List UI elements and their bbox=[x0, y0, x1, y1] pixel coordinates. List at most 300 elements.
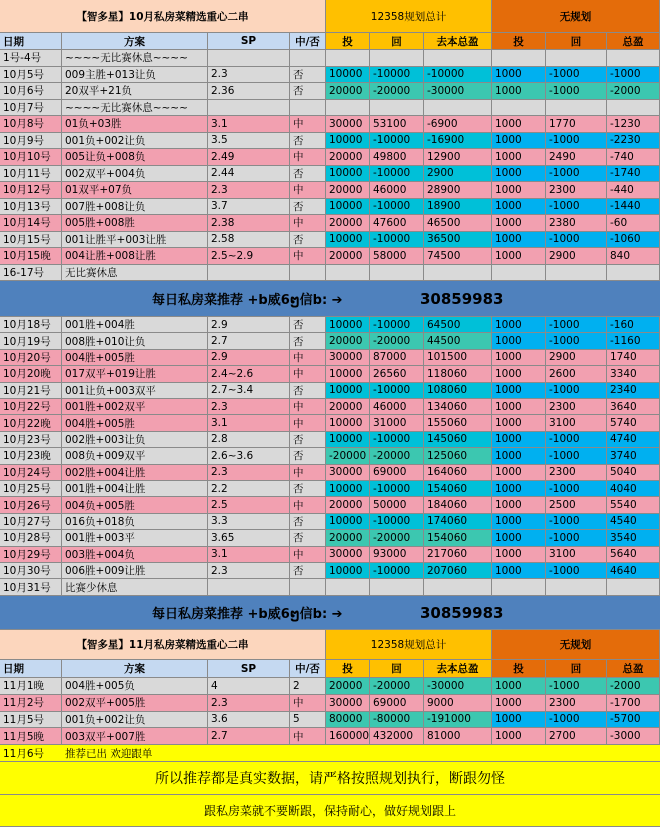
cell-t: 30000 bbox=[326, 547, 370, 563]
cell-nh: 2900 bbox=[546, 350, 607, 366]
cell-h: 69000 bbox=[370, 465, 424, 481]
cell-plan: 002双平+005胜 bbox=[62, 695, 208, 712]
cell-sp bbox=[208, 579, 290, 595]
cell-nc: 840 bbox=[607, 248, 660, 265]
cell-cum: 2900 bbox=[424, 166, 492, 183]
cell-sp: 2.3 bbox=[208, 182, 290, 199]
cell-plan: 比赛少休息 bbox=[62, 579, 208, 595]
cell-nh bbox=[546, 579, 607, 595]
cell-t: 10000 bbox=[326, 366, 370, 382]
cell-t: 20000 bbox=[326, 248, 370, 265]
cell-h: 49800 bbox=[370, 149, 424, 166]
cell-nh: 2300 bbox=[546, 465, 607, 481]
cell-nh: -1000 bbox=[546, 563, 607, 579]
cell-result: 否 bbox=[290, 563, 326, 579]
cell-plan: 016负+018负 bbox=[62, 514, 208, 530]
cell-nt: 1000 bbox=[492, 383, 546, 399]
cell-result bbox=[290, 579, 326, 595]
cell-cum: 74500 bbox=[424, 248, 492, 265]
cell-date: 10月15晚 bbox=[0, 248, 62, 265]
cell-nc: 3540 bbox=[607, 530, 660, 546]
cell-result: 中 bbox=[290, 497, 326, 513]
cell-cum: 184060 bbox=[424, 497, 492, 513]
promo-number: 30859983 bbox=[420, 603, 504, 622]
cell-sp: 2.9 bbox=[208, 317, 290, 333]
cell-result bbox=[290, 100, 326, 117]
cell-h: -10000 bbox=[370, 199, 424, 216]
nov-note-row bbox=[0, 745, 660, 762]
cell-result bbox=[290, 265, 326, 282]
cell-result: 否 bbox=[290, 448, 326, 464]
cell-nc: 4640 bbox=[607, 563, 660, 579]
cell-nt: 1000 bbox=[492, 497, 546, 513]
cell-date: 10月5号 bbox=[0, 67, 62, 84]
cell-nc: -60 bbox=[607, 215, 660, 232]
cell-cum: -191000 bbox=[424, 712, 492, 729]
cell-date: 10月12号 bbox=[0, 182, 62, 199]
col-tou: 投 bbox=[326, 33, 370, 50]
cell-date: 10月31号 bbox=[0, 579, 62, 595]
cell-cum: -30000 bbox=[424, 678, 492, 695]
cell-plan: 002胜+004让胜 bbox=[62, 465, 208, 481]
cell-sp: 3.1 bbox=[208, 547, 290, 563]
cell-date: 10月29号 bbox=[0, 547, 62, 563]
table-row bbox=[0, 232, 660, 249]
cell-result: 中 bbox=[290, 215, 326, 232]
cell-plan: 007胜+008让负 bbox=[62, 199, 208, 216]
cell-nh: 2380 bbox=[546, 215, 607, 232]
cell-cum: 145060 bbox=[424, 432, 492, 448]
cell-sp: 3.6 bbox=[208, 712, 290, 729]
cell-nc: -740 bbox=[607, 149, 660, 166]
cell-cum: 44500 bbox=[424, 333, 492, 349]
oct-title-row bbox=[0, 0, 660, 33]
cell-h bbox=[370, 50, 424, 67]
cell-sp: 3.7 bbox=[208, 199, 290, 216]
table-row bbox=[0, 133, 660, 150]
cell-t: 10000 bbox=[326, 232, 370, 249]
cell-nh bbox=[546, 50, 607, 67]
col-result: 中/否 bbox=[290, 33, 326, 50]
cell-nt: 1000 bbox=[492, 728, 546, 745]
cell-result: 否 bbox=[290, 481, 326, 497]
cell-date: 10月6号 bbox=[0, 83, 62, 100]
cell-nh: 3100 bbox=[546, 547, 607, 563]
cell-cum bbox=[424, 265, 492, 282]
cell-date: 11月2号 bbox=[0, 695, 62, 712]
cell-nc: -1060 bbox=[607, 232, 660, 249]
cell-nh: -1000 bbox=[546, 383, 607, 399]
cell-date: 10月8号 bbox=[0, 116, 62, 133]
cell-cum: -30000 bbox=[424, 83, 492, 100]
cell-result: 否 bbox=[290, 530, 326, 546]
cell-cum: 64500 bbox=[424, 317, 492, 333]
promo-banner-1 bbox=[0, 281, 660, 317]
table-row bbox=[0, 465, 660, 481]
cell-sp: 3.3 bbox=[208, 514, 290, 530]
cell-nc: 1740 bbox=[607, 350, 660, 366]
cell-result: 否 bbox=[290, 383, 326, 399]
cell-date: 10月30号 bbox=[0, 563, 62, 579]
note-date: 11月6号 bbox=[0, 745, 62, 762]
cell-nt: 1000 bbox=[492, 133, 546, 150]
cell-nt: 1000 bbox=[492, 563, 546, 579]
cell-date: 10月9号 bbox=[0, 133, 62, 150]
nov-total-header: 12358规划总计 bbox=[326, 630, 492, 660]
cell-t: 10000 bbox=[326, 514, 370, 530]
cell-plan: 001胜+002双平 bbox=[62, 399, 208, 415]
table-row bbox=[0, 399, 660, 415]
cell-result: 否 bbox=[290, 67, 326, 84]
cell-date: 10月25号 bbox=[0, 481, 62, 497]
table-row bbox=[0, 415, 660, 431]
table-row bbox=[0, 728, 660, 745]
cell-t: 10000 bbox=[326, 166, 370, 183]
cell-result: 中 bbox=[290, 465, 326, 481]
cell-nc bbox=[607, 579, 660, 595]
cell-sp: 2.49 bbox=[208, 149, 290, 166]
cell-date: 10月14号 bbox=[0, 215, 62, 232]
cell-result: 否 bbox=[290, 514, 326, 530]
col-date: 日期 bbox=[0, 660, 62, 678]
table-row bbox=[0, 50, 660, 67]
col-n-hui: 回 bbox=[546, 660, 607, 678]
cell-nh: -1000 bbox=[546, 83, 607, 100]
cell-plan: 01负+03胜 bbox=[62, 116, 208, 133]
cell-h bbox=[370, 265, 424, 282]
cell-plan: 005让负+008负 bbox=[62, 149, 208, 166]
cell-h: -10000 bbox=[370, 67, 424, 84]
cell-cum: 154060 bbox=[424, 481, 492, 497]
cell-sp: 2.3 bbox=[208, 563, 290, 579]
cell-t: 80000 bbox=[326, 712, 370, 729]
cell-nt bbox=[492, 50, 546, 67]
cell-result: 中 bbox=[290, 728, 326, 745]
cell-sp bbox=[208, 50, 290, 67]
cell-result: 中 bbox=[290, 547, 326, 563]
cell-t: 20000 bbox=[326, 215, 370, 232]
promo-number: 30859983 bbox=[420, 289, 504, 308]
cell-date: 10月7号 bbox=[0, 100, 62, 117]
table-row bbox=[0, 199, 660, 216]
cell-nc: 2340 bbox=[607, 383, 660, 399]
col-n-tou: 投 bbox=[492, 33, 546, 50]
cell-plan: 004胜+005胜 bbox=[62, 350, 208, 366]
col-hui: 回 bbox=[370, 660, 424, 678]
col-sp: SP bbox=[208, 33, 290, 50]
table-row bbox=[0, 149, 660, 166]
cell-cum: 9000 bbox=[424, 695, 492, 712]
cell-nc: 4040 bbox=[607, 481, 660, 497]
cell-date: 10月22号 bbox=[0, 399, 62, 415]
table-row bbox=[0, 100, 660, 117]
cell-date: 11月5晚 bbox=[0, 728, 62, 745]
cell-plan: 008胜+010让负 bbox=[62, 333, 208, 349]
cell-t: 20000 bbox=[326, 497, 370, 513]
cell-t: 10000 bbox=[326, 317, 370, 333]
table-row bbox=[0, 333, 660, 349]
cell-nc: 3740 bbox=[607, 448, 660, 464]
cell-nt bbox=[492, 100, 546, 117]
cell-h: -20000 bbox=[370, 333, 424, 349]
cell-t: 30000 bbox=[326, 695, 370, 712]
cell-date: 10月10号 bbox=[0, 149, 62, 166]
cell-nh: -1000 bbox=[546, 514, 607, 530]
cell-nt: 1000 bbox=[492, 350, 546, 366]
nov-title: 【智多星】11月私房菜精选重心二串 bbox=[0, 630, 326, 660]
cell-h: 46000 bbox=[370, 399, 424, 415]
cell-date: 10月23号 bbox=[0, 432, 62, 448]
col-plan: 方案 bbox=[62, 33, 208, 50]
cell-h: 46000 bbox=[370, 182, 424, 199]
table-row bbox=[0, 497, 660, 513]
cell-nh: -1000 bbox=[546, 232, 607, 249]
cell-sp: 3.5 bbox=[208, 133, 290, 150]
cell-nh: -1000 bbox=[546, 166, 607, 183]
table-row bbox=[0, 366, 660, 382]
cell-cum: -6900 bbox=[424, 116, 492, 133]
cell-cum: 118060 bbox=[424, 366, 492, 382]
cell-h: -10000 bbox=[370, 166, 424, 183]
cell-nc bbox=[607, 100, 660, 117]
cell-plan: 006胜+009让胜 bbox=[62, 563, 208, 579]
cell-plan: 003双平+007胜 bbox=[62, 728, 208, 745]
cell-nc: -160 bbox=[607, 317, 660, 333]
col-tou: 投 bbox=[326, 660, 370, 678]
cell-cum: 28900 bbox=[424, 182, 492, 199]
cell-plan: 009主胜+013让负 bbox=[62, 67, 208, 84]
cell-nt: 1000 bbox=[492, 215, 546, 232]
cell-plan: 002双平+004负 bbox=[62, 166, 208, 183]
cell-t: 20000 bbox=[326, 182, 370, 199]
cell-nt: 1000 bbox=[492, 530, 546, 546]
cell-result: 5 bbox=[290, 712, 326, 729]
cell-date: 10月20晚 bbox=[0, 366, 62, 382]
cell-result bbox=[290, 50, 326, 67]
cell-cum: 46500 bbox=[424, 215, 492, 232]
cell-result: 否 bbox=[290, 432, 326, 448]
cell-sp bbox=[208, 100, 290, 117]
cell-result: 2 bbox=[290, 678, 326, 695]
col-result: 中/否 bbox=[290, 660, 326, 678]
cell-nc: 3340 bbox=[607, 366, 660, 382]
cell-t: 10000 bbox=[326, 481, 370, 497]
cell-h: -20000 bbox=[370, 678, 424, 695]
cell-nt: 1000 bbox=[492, 83, 546, 100]
cell-cum: 134060 bbox=[424, 399, 492, 415]
cell-nh: 2490 bbox=[546, 149, 607, 166]
cell-sp: 2.2 bbox=[208, 481, 290, 497]
cell-result: 中 bbox=[290, 366, 326, 382]
nov-title-row bbox=[0, 630, 660, 660]
cell-nc: -440 bbox=[607, 182, 660, 199]
cell-plan: 004负+005胜 bbox=[62, 497, 208, 513]
col-cum: 去本总盈 bbox=[424, 33, 492, 50]
col-date: 日期 bbox=[0, 33, 62, 50]
cell-cum: 125060 bbox=[424, 448, 492, 464]
cell-nc bbox=[607, 265, 660, 282]
cell-t bbox=[326, 50, 370, 67]
cell-nc: 5740 bbox=[607, 415, 660, 431]
cell-nh: 3100 bbox=[546, 415, 607, 431]
cell-nc: 3640 bbox=[607, 399, 660, 415]
cell-cum: 108060 bbox=[424, 383, 492, 399]
cell-t: 30000 bbox=[326, 350, 370, 366]
col-sp: SP bbox=[208, 660, 290, 678]
cell-cum bbox=[424, 50, 492, 67]
cell-date: 1号-4号 bbox=[0, 50, 62, 67]
cell-sp: 3.65 bbox=[208, 530, 290, 546]
cell-nt: 1000 bbox=[492, 248, 546, 265]
cell-h: -20000 bbox=[370, 448, 424, 464]
cell-h: 31000 bbox=[370, 415, 424, 431]
cell-plan: 001负+002让负 bbox=[62, 712, 208, 729]
cell-nt: 1000 bbox=[492, 166, 546, 183]
cell-sp: 3.1 bbox=[208, 415, 290, 431]
table-row bbox=[0, 317, 660, 333]
cell-date: 11月5号 bbox=[0, 712, 62, 729]
cell-nh: 2700 bbox=[546, 728, 607, 745]
cell-h: 53100 bbox=[370, 116, 424, 133]
cell-cum: -10000 bbox=[424, 67, 492, 84]
cell-nc: -3000 bbox=[607, 728, 660, 745]
cell-sp: 3.1 bbox=[208, 116, 290, 133]
cell-nh: 2300 bbox=[546, 182, 607, 199]
cell-result: 否 bbox=[290, 232, 326, 249]
cell-nh: 2500 bbox=[546, 497, 607, 513]
table-row bbox=[0, 579, 660, 595]
table-row bbox=[0, 695, 660, 712]
cell-nt: 1000 bbox=[492, 712, 546, 729]
col-hui: 回 bbox=[370, 33, 424, 50]
cell-sp: 2.3 bbox=[208, 465, 290, 481]
cell-result: 中 bbox=[290, 415, 326, 431]
table-row bbox=[0, 481, 660, 497]
cell-t: 160000 bbox=[326, 728, 370, 745]
cell-sp: 2.7~3.4 bbox=[208, 383, 290, 399]
cell-cum: 164060 bbox=[424, 465, 492, 481]
cell-plan: 01双平+07负 bbox=[62, 182, 208, 199]
cell-nt: 1000 bbox=[492, 366, 546, 382]
cell-t: 30000 bbox=[326, 116, 370, 133]
cell-nh: -1000 bbox=[546, 448, 607, 464]
table-row bbox=[0, 265, 660, 282]
cell-nt: 1000 bbox=[492, 232, 546, 249]
cell-nh: 2900 bbox=[546, 248, 607, 265]
cell-date: 10月23晚 bbox=[0, 448, 62, 464]
oct-total-header: 12358规划总计 bbox=[326, 0, 492, 33]
cell-plan: 004胜+005胜 bbox=[62, 415, 208, 431]
oct-column-header bbox=[0, 33, 660, 50]
cell-date: 10月22晚 bbox=[0, 415, 62, 431]
cell-t bbox=[326, 100, 370, 117]
cell-h: -20000 bbox=[370, 83, 424, 100]
cell-h bbox=[370, 579, 424, 595]
cell-sp: 2.3 bbox=[208, 399, 290, 415]
cell-cum: 101500 bbox=[424, 350, 492, 366]
cell-t: 10000 bbox=[326, 563, 370, 579]
cell-plan: 008负+009双平 bbox=[62, 448, 208, 464]
table-row bbox=[0, 547, 660, 563]
col-n-cum: 总盈 bbox=[607, 660, 660, 678]
col-cum: 去本总盈 bbox=[424, 660, 492, 678]
cell-nh: 2300 bbox=[546, 399, 607, 415]
cell-cum: 217060 bbox=[424, 547, 492, 563]
cell-sp: 2.5~2.9 bbox=[208, 248, 290, 265]
cell-sp: 2.3 bbox=[208, 67, 290, 84]
cell-t: 30000 bbox=[326, 465, 370, 481]
cell-nh: -1000 bbox=[546, 530, 607, 546]
table-row bbox=[0, 248, 660, 265]
col-n-tou: 投 bbox=[492, 660, 546, 678]
cell-plan: 005胜+008胜 bbox=[62, 215, 208, 232]
cell-plan: 004胜+005负 bbox=[62, 678, 208, 695]
message-line-2: 跟私房菜就不要断跟，保持耐心，做好规划跟上 bbox=[0, 795, 660, 827]
cell-cum: 12900 bbox=[424, 149, 492, 166]
cell-nc: -1160 bbox=[607, 333, 660, 349]
cell-cum: 18900 bbox=[424, 199, 492, 216]
table-row bbox=[0, 563, 660, 579]
cell-cum: 174060 bbox=[424, 514, 492, 530]
cell-result: 中 bbox=[290, 116, 326, 133]
cell-t: 20000 bbox=[326, 333, 370, 349]
cell-sp: 2.44 bbox=[208, 166, 290, 183]
cell-plan: 017双平+019让胜 bbox=[62, 366, 208, 382]
cell-result: 否 bbox=[290, 333, 326, 349]
cell-nt: 1000 bbox=[492, 116, 546, 133]
cell-sp bbox=[208, 265, 290, 282]
cell-nh: -1000 bbox=[546, 432, 607, 448]
cell-plan: 20双平+21负 bbox=[62, 83, 208, 100]
cell-date: 10月18号 bbox=[0, 317, 62, 333]
cell-t: 10000 bbox=[326, 133, 370, 150]
promo-text: 每日私房菜推荐 +b威6ໆ信b: ➔ bbox=[152, 293, 343, 308]
cell-t: 20000 bbox=[326, 678, 370, 695]
cell-nh: -1000 bbox=[546, 199, 607, 216]
cell-date: 10月13号 bbox=[0, 199, 62, 216]
cell-nt: 1000 bbox=[492, 182, 546, 199]
cell-plan: 001胜+004让胜 bbox=[62, 481, 208, 497]
table-row bbox=[0, 116, 660, 133]
table-row bbox=[0, 182, 660, 199]
cell-sp: 2.38 bbox=[208, 215, 290, 232]
cell-nc: -1230 bbox=[607, 116, 660, 133]
cell-date: 10月24号 bbox=[0, 465, 62, 481]
cell-nt: 1000 bbox=[492, 481, 546, 497]
cell-plan: 001让负+003双平 bbox=[62, 383, 208, 399]
cell-sp: 2.6~3.6 bbox=[208, 448, 290, 464]
cell-result: 否 bbox=[290, 133, 326, 150]
cell-date: 10月28号 bbox=[0, 530, 62, 546]
cell-nt: 1000 bbox=[492, 695, 546, 712]
cell-nc: -5700 bbox=[607, 712, 660, 729]
cell-cum: 81000 bbox=[424, 728, 492, 745]
cell-nc: -2230 bbox=[607, 133, 660, 150]
cell-h: -10000 bbox=[370, 481, 424, 497]
cell-date: 10月15号 bbox=[0, 232, 62, 249]
cell-nt: 1000 bbox=[492, 317, 546, 333]
cell-nh: -1000 bbox=[546, 712, 607, 729]
cell-t: 20000 bbox=[326, 149, 370, 166]
cell-cum: 155060 bbox=[424, 415, 492, 431]
cell-nt: 1000 bbox=[492, 199, 546, 216]
cell-date: 10月26号 bbox=[0, 497, 62, 513]
cell-nh: 2600 bbox=[546, 366, 607, 382]
cell-h: -20000 bbox=[370, 530, 424, 546]
col-plan: 方案 bbox=[62, 660, 208, 678]
cell-nt: 1000 bbox=[492, 514, 546, 530]
cell-nc: -2000 bbox=[607, 83, 660, 100]
